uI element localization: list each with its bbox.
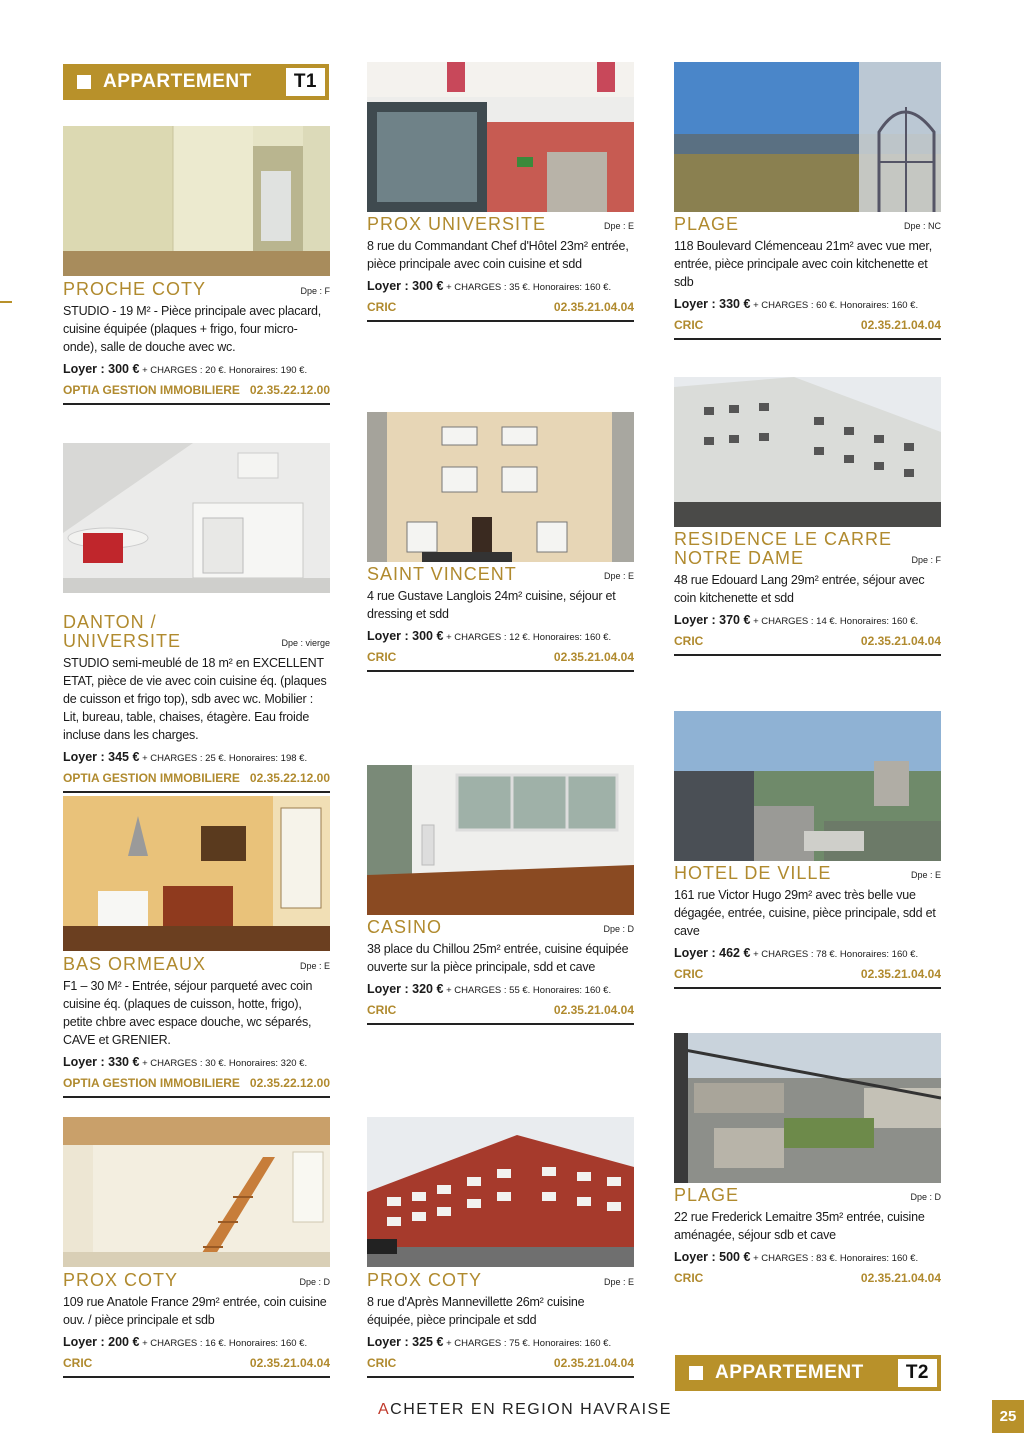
listing-title: SAINT VINCENT bbox=[367, 564, 517, 584]
dpe-rating: Dpe : E bbox=[910, 870, 941, 880]
charges-text: + CHARGES : 83 €. Honoraires: 160 €. bbox=[750, 1253, 919, 1264]
dpe-rating: Dpe : E bbox=[603, 571, 634, 581]
footer-text: CHETER EN REGION HAVRAISE bbox=[390, 1401, 672, 1418]
listing-description: 109 rue Anatole France 29m² entrée, coin cuisine ouv. / pièce principale et sdb bbox=[63, 1295, 327, 1327]
dpe-rating: Dpe : vierge bbox=[281, 638, 330, 648]
listing-title: BAS ORMEAUX bbox=[63, 954, 207, 974]
listing-photo bbox=[674, 62, 941, 212]
listing-photo bbox=[63, 796, 330, 951]
divider bbox=[674, 338, 941, 340]
charges-text: + CHARGES : 30 €. Honoraires: 320 €. bbox=[139, 1058, 308, 1069]
listing-description: 22 rue Frederick Lemaitre 35m² entrée, cuisine aménagée, séjour sdb et cave bbox=[674, 1210, 925, 1242]
listing-description: 8 rue d'Après Mannevillette 26m² cuisine équipée, pièce principale et sdd bbox=[367, 1295, 585, 1327]
dpe-rating: Dpe : NC bbox=[903, 221, 941, 231]
listing-photo bbox=[674, 377, 941, 527]
dpe-rating: Dpe : E bbox=[603, 221, 634, 231]
charges-text: + CHARGES : 20 €. Honoraires: 190 €. bbox=[139, 365, 308, 376]
charges-text: + CHARGES : 75 €. Honoraires: 160 €. bbox=[443, 1338, 612, 1349]
charges-text: + CHARGES : 55 €. Honoraires: 160 €. bbox=[443, 985, 612, 996]
listing-description: 38 place du Chillou 25m² entrée, cuisine équipée ouverte sur la pièce principale, sdd et cave bbox=[367, 942, 629, 974]
rent-label: Loyer : 330 € bbox=[63, 1055, 140, 1069]
page-number: 25 bbox=[992, 1400, 1024, 1433]
listing-title: CASINO bbox=[367, 917, 443, 937]
banner-category: APPARTEMENT bbox=[103, 71, 252, 92]
divider bbox=[367, 1376, 634, 1378]
listing-title: PROX COTY bbox=[63, 1270, 179, 1290]
agency-name: CRIC bbox=[674, 967, 704, 981]
agency-name: OPTIA GESTION IMMOBILIERE bbox=[63, 1076, 240, 1090]
listing-title: PROCHE COTY bbox=[63, 279, 207, 299]
listing-title: PROX COTY bbox=[367, 1270, 483, 1290]
section-banner-t2 bbox=[675, 1355, 941, 1391]
listing-photo bbox=[367, 412, 634, 562]
charges-text: + CHARGES : 78 €. Honoraires: 160 €. bbox=[750, 949, 919, 960]
listing-title: DANTON / UNIVERSITE bbox=[63, 612, 182, 651]
divider bbox=[63, 1376, 330, 1378]
agency-name: CRIC bbox=[674, 318, 704, 332]
listing-description: 48 rue Edouard Lang 29m² entrée, séjour avec coin kitchenette et sdd bbox=[674, 573, 925, 605]
agency-phone: 02.35.21.04.04 bbox=[553, 650, 634, 664]
square-icon bbox=[689, 1366, 703, 1380]
charges-text: + CHARGES : 16 €. Honoraires: 160 €. bbox=[139, 1338, 308, 1349]
agency-phone: 02.35.22.12.00 bbox=[249, 771, 330, 785]
banner-type: T2 bbox=[898, 1359, 937, 1387]
agency-phone: 02.35.21.04.04 bbox=[553, 1356, 634, 1370]
agency-phone: 02.35.21.04.04 bbox=[553, 1003, 634, 1017]
divider bbox=[63, 403, 330, 405]
charges-text: + CHARGES : 12 €. Honoraires: 160 €. bbox=[443, 632, 612, 643]
listing-title: PLAGE bbox=[674, 1185, 740, 1205]
rent-label: Loyer : 300 € bbox=[367, 629, 444, 643]
rent-label: Loyer : 300 € bbox=[63, 362, 140, 376]
listing-photo bbox=[63, 443, 330, 593]
footer-first-letter: A bbox=[378, 1401, 391, 1418]
listing-photo bbox=[674, 1033, 941, 1183]
listing-description: STUDIO semi-meublé de 18 m² en EXCELLENT ETAT, pièce de vie avec coin cuisine éq. (plaques de cuisson et frigo top), sdb avec wc. Mobilier : Lit, bureau, table, chaises, étagère. Eau froide incluse dans les charges. bbox=[63, 656, 327, 742]
agency-phone: 02.35.21.04.04 bbox=[860, 967, 941, 981]
rent-label: Loyer : 370 € bbox=[674, 613, 751, 627]
charges-text: + CHARGES : 60 €. Honoraires: 160 €. bbox=[750, 300, 919, 311]
rent-label: Loyer : 325 € bbox=[367, 1335, 444, 1349]
rent-label: Loyer : 462 € bbox=[674, 946, 751, 960]
charges-text: + CHARGES : 14 €. Honoraires: 160 €. bbox=[750, 616, 919, 627]
divider bbox=[63, 1096, 330, 1098]
listing-description: 118 Boulevard Clémenceau 21m² avec vue mer, entrée, pièce principale avec coin kitchenette et sdb bbox=[674, 239, 932, 289]
margin-mark bbox=[0, 301, 12, 303]
divider bbox=[674, 987, 941, 989]
agency-name: CRIC bbox=[63, 1356, 93, 1370]
divider bbox=[367, 1023, 634, 1025]
listing-description: 4 rue Gustave Langlois 24m² cuisine, séjour et dressing et sdd bbox=[367, 589, 616, 621]
dpe-rating: Dpe : D bbox=[299, 1277, 330, 1287]
square-icon bbox=[77, 75, 91, 89]
listing-photo bbox=[367, 765, 634, 915]
rent-label: Loyer : 345 € bbox=[63, 750, 140, 764]
listing-description: 161 rue Victor Hugo 29m² avec très belle vue dégagée, entrée, cuisine, pièce principale, sdd et cave bbox=[674, 888, 936, 938]
dpe-rating: Dpe : D bbox=[910, 1192, 941, 1202]
listing-description: 8 rue du Commandant Chef d'Hôtel 23m² entrée, pièce principale avec coin cuisine et sdd bbox=[367, 239, 629, 271]
listing-photo bbox=[63, 1117, 330, 1267]
agency-phone: 02.35.21.04.04 bbox=[553, 300, 634, 314]
dpe-rating: Dpe : F bbox=[300, 286, 330, 296]
listing-title: HOTEL DE VILLE bbox=[674, 863, 832, 883]
agency-name: CRIC bbox=[367, 650, 397, 664]
agency-phone: 02.35.21.04.04 bbox=[860, 1271, 941, 1285]
divider bbox=[63, 791, 330, 793]
agency-phone: 02.35.21.04.04 bbox=[249, 1356, 330, 1370]
divider bbox=[674, 654, 941, 656]
listing-title: RESIDENCE LE CARRE NOTRE DAME bbox=[674, 529, 893, 568]
dpe-rating: Dpe : E bbox=[603, 1277, 634, 1287]
rent-label: Loyer : 300 € bbox=[367, 279, 444, 293]
rent-label: Loyer : 200 € bbox=[63, 1335, 140, 1349]
dpe-rating: Dpe : E bbox=[299, 961, 330, 971]
listing-photo bbox=[367, 62, 634, 212]
agency-phone: 02.35.22.12.00 bbox=[249, 383, 330, 397]
listing-title: PROX UNIVERSITE bbox=[367, 214, 547, 234]
agency-phone: 02.35.21.04.04 bbox=[860, 318, 941, 332]
listing-description: F1 – 30 M² - Entrée, séjour parqueté avec coin cuisine éq. (plaques de cuisson, hotte, frigo), petite chbre avec espace douche, wc séparés, CAVE et GRENIER. bbox=[63, 979, 313, 1047]
agency-name: CRIC bbox=[674, 1271, 704, 1285]
agency-name: CRIC bbox=[674, 634, 704, 648]
dpe-rating: Dpe : D bbox=[603, 924, 634, 934]
agency-name: OPTIA GESTION IMMOBILIERE bbox=[63, 383, 240, 397]
agency-name: CRIC bbox=[367, 1003, 397, 1017]
dpe-rating: Dpe : F bbox=[911, 555, 941, 565]
rent-label: Loyer : 320 € bbox=[367, 982, 444, 996]
listing-title: PLAGE bbox=[674, 214, 740, 234]
divider bbox=[367, 320, 634, 322]
agency-phone: 02.35.21.04.04 bbox=[860, 634, 941, 648]
agency-name: CRIC bbox=[367, 1356, 397, 1370]
section-banner-t1 bbox=[63, 64, 329, 100]
rent-label: Loyer : 500 € bbox=[674, 1250, 751, 1264]
listing-photo bbox=[367, 1117, 634, 1267]
charges-text: + CHARGES : 25 €. Honoraires: 198 €. bbox=[139, 753, 308, 764]
listing-photo bbox=[674, 711, 941, 861]
banner-type: T1 bbox=[286, 68, 325, 96]
agency-name: OPTIA GESTION IMMOBILIERE bbox=[63, 771, 240, 785]
charges-text: + CHARGES : 35 €. Honoraires: 160 €. bbox=[443, 282, 612, 293]
listing-description: STUDIO - 19 M² - Pièce principale avec placard, cuisine équipée (plaques + frigo, four micro-onde), salle de douche avec wc. bbox=[63, 304, 322, 354]
page-footer bbox=[378, 1401, 672, 1419]
agency-name: CRIC bbox=[367, 300, 397, 314]
banner-category: APPARTEMENT bbox=[715, 1362, 864, 1383]
listing-photo bbox=[63, 126, 330, 276]
rent-label: Loyer : 330 € bbox=[674, 297, 751, 311]
divider bbox=[367, 670, 634, 672]
agency-phone: 02.35.22.12.00 bbox=[249, 1076, 330, 1090]
